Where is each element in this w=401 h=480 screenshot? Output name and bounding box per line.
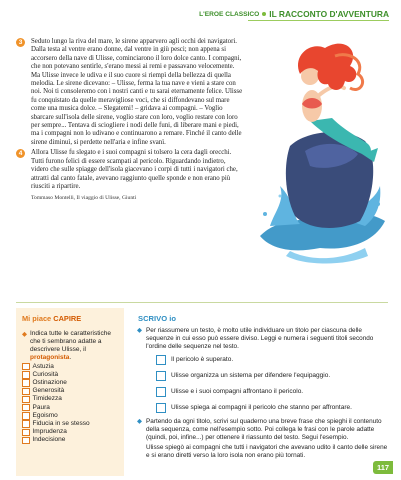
story-text: [20, 38, 244, 203]
sequence-title: Ulisse e i suoi compagni affrontano il pericolo.: [171, 388, 304, 395]
paragraph-number-badge: 4: [16, 149, 25, 158]
trait-option[interactable]: [22, 379, 124, 387]
trait-label: Egoismo: [32, 411, 58, 419]
capire-instruction-a: Indica tutte le caratteristiche che ti sembrano adatte a descrivere Ulisse, il: [30, 330, 111, 353]
capire-heading: [22, 314, 124, 323]
checkbox[interactable]: [22, 420, 30, 428]
trait-label: Generosità: [32, 387, 65, 395]
sequence-title: Ulisse organizza un sistema per difendere l'equipaggio.: [171, 372, 331, 379]
checkbox[interactable]: [22, 396, 30, 404]
trait-option[interactable]: [22, 420, 124, 428]
trait-option[interactable]: [22, 412, 124, 420]
paragraph-text: Allora Ulisse fu slegato e i suoi compagni si tolsero la cera dagli orecchi. Tutti furono felici di essere scampati al pericolo. Riguardando indietro, videro che sulle spiagge dell'isola giacevano i corpi di tutti i navigatori che, attratti dal canto fatale, avevano raggiunto quelle sponde e non erano più riusciti a ripartire.: [31, 149, 238, 190]
trait-option[interactable]: [22, 436, 124, 444]
checkbox[interactable]: [22, 379, 30, 387]
page-number: 117: [373, 461, 393, 474]
diamond-bullet-icon: ◆: [137, 327, 142, 334]
number-input-box[interactable]: [156, 355, 166, 365]
sequence-item: [156, 370, 390, 381]
checkbox[interactable]: [22, 429, 30, 437]
trait-options-list: [22, 363, 124, 445]
trait-label: Imprudenza: [32, 428, 67, 436]
diamond-bullet-icon: ◆: [22, 331, 27, 338]
citation: Tommaso Montelli, Il viaggio di Ulisse, Giunti: [31, 195, 137, 202]
checkbox[interactable]: [22, 404, 30, 412]
trait-label: Fiducia in se stesso: [32, 420, 90, 428]
sequence-title: Ulisse spiega ai compagni il pericolo che stanno per affrontare.: [171, 404, 352, 411]
scrivo-instruction-2-text: Partendo da ogni titolo, scrivi sul quaderno una breve frase che spieghi il contenuto della sequenza, come nell'esempio sotto. Poi collega le frasi con le parole adatte (quindi, poi, infine...) per ottenere il riassunto del testo. Segui l'esempio.: [146, 418, 382, 441]
checkbox[interactable]: [22, 388, 30, 396]
paragraph-3: [20, 38, 244, 147]
scrivo-prefix: SCRIVO: [138, 314, 168, 323]
siren-illustration: [250, 26, 392, 266]
number-input-box[interactable]: [156, 371, 166, 381]
trait-option[interactable]: [22, 371, 124, 379]
paragraph-number-badge: 3: [16, 38, 25, 47]
checkbox[interactable]: [22, 363, 30, 371]
chapter-title: IL RACCONTO D'AVVENTURA: [269, 9, 389, 19]
capire-box: [16, 308, 124, 476]
trait-label: Timidezza: [32, 395, 62, 403]
sequence-item: [156, 386, 390, 397]
capire-prefix: Mi piace: [22, 314, 52, 323]
bullet-dot-icon: [262, 12, 266, 16]
trait-option[interactable]: [22, 428, 124, 436]
checkbox[interactable]: [22, 371, 30, 379]
number-input-box[interactable]: [156, 387, 166, 397]
checkbox[interactable]: [22, 412, 30, 420]
scrivo-title: io: [169, 314, 176, 323]
trait-label: Curiosità: [32, 370, 59, 378]
scrivo-instruction-1-text: Per riassumere un testo, è molto utile individuare un titolo per ciascuna delle sequenze in cui esso può essere diviso. Leggi e numera i seguenti titoli secondo l'ordine delle sequenze nel testo.: [146, 327, 374, 350]
sequence-item: [156, 402, 390, 413]
capire-instruction-highlight: protagonista: [30, 353, 70, 361]
paragraph-text: Seduto lungo la riva del mare, le sirene apparvero agli occhi dei navigatori. Dalla testa al ventre erano donne, dal ventre in giù pesci; non appena si accorsero della nave di Ulisse, cominciarono il loro dolce canto. I compagni, che non potevano sentirle, s'erano messi ai remi e passavano velocemente. Ma Ulisse invece le udiva e il suo cuore si riempì della bellezza di quella melodia. Le sirene dicevano: – Ulisse, ferma la tua nave e vieni a stare con noi. Noi ti consoleremo con i nostri canti e tu sarai eternamente felice. Ulisse fu conquistato da quelle meravigliose voci, che si diffondevano sul mare come una musica dolce. – Slegatemi! – gridava ai compagni. – Voglio sbarcare sull'isola delle sirene, voglio stare con loro, voglio restare con loro per sempre... Tentava di sciogliere i nodi delle funi, di liberare mani e piedi, ma i compagni non lo udivano e continuarono a remare. Finché il canto delle sirene diminuì, si perdette nell'aria e infine svanì.: [31, 38, 243, 146]
trait-label: Paura: [32, 403, 50, 411]
trait-option[interactable]: [22, 387, 124, 395]
trait-option[interactable]: [22, 363, 124, 371]
sequence-item: [156, 354, 390, 365]
trait-label: Astuzia: [32, 362, 54, 370]
section-divider: [16, 302, 388, 303]
trait-label: Indecisione: [32, 436, 66, 444]
diamond-bullet-icon: ◆: [137, 418, 142, 425]
scrivo-instruction-1: [132, 327, 390, 351]
scrivo-heading: [138, 314, 390, 323]
capire-title: CAPIRE: [53, 314, 82, 323]
trait-option[interactable]: [22, 395, 124, 403]
checkbox[interactable]: [22, 437, 30, 445]
example-answer: Ulisse spiegò ai compagni che tutti i navigatori che avevano udito il canto delle sirene e si erano diretti verso la loro isola non erano più tornati.: [146, 444, 388, 459]
capire-instruction-b: .: [69, 353, 72, 361]
chapter-header: [199, 9, 389, 19]
number-input-box[interactable]: [156, 403, 166, 413]
sequence-list: [156, 354, 390, 413]
scrivo-section: [132, 308, 390, 460]
scrivo-instruction-2: [132, 418, 390, 442]
chapter-label: L'EROE CLASSICO: [199, 10, 260, 18]
trait-label: Ostinazione: [32, 379, 67, 387]
paragraph-4: [20, 149, 244, 191]
trait-option[interactable]: [22, 404, 124, 412]
capire-instruction: [22, 330, 120, 362]
sequence-title: Il pericolo è superato.: [171, 356, 234, 363]
header-divider: [248, 20, 389, 21]
